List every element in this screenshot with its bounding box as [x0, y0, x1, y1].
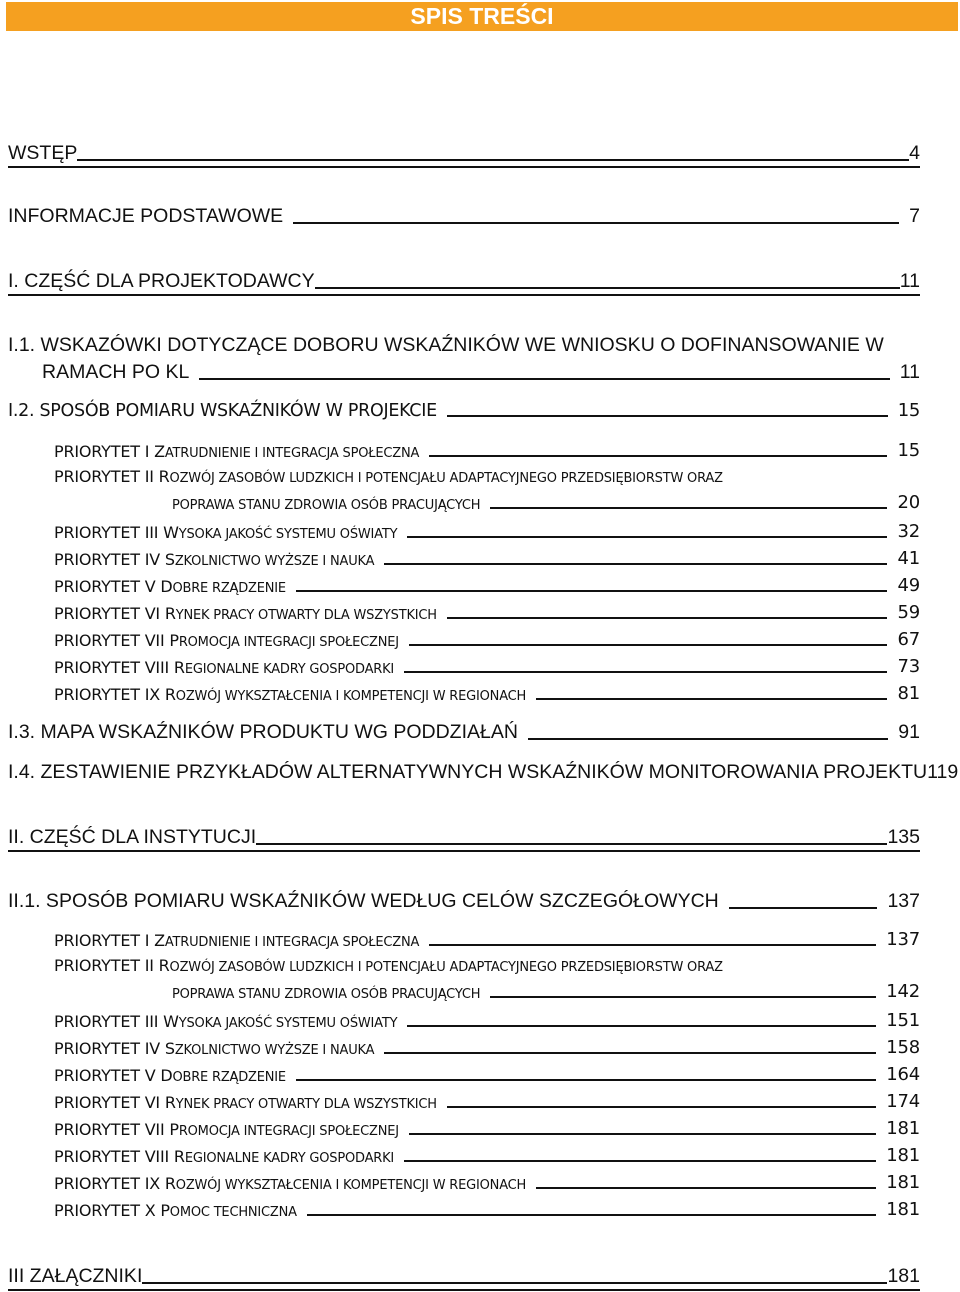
toc-entry-page: 181: [886, 1118, 920, 1139]
toc-entry-title: PRIORYTET III WYSOKA JAKOŚĆ SYSTEMU OŚWIATY: [54, 1012, 398, 1031]
toc-entry-priority[interactable]: [54, 956, 920, 1002]
toc-entry-priority[interactable]: [54, 1172, 920, 1193]
toc-entry-title: III ZAŁĄCZNIKI: [8, 1265, 143, 1287]
toc-entry-title: PRIORYTET IX ROZWÓJ WYKSZTAŁCENIA I KOMPETENCJI W REGIONACH: [54, 685, 527, 704]
toc-entry-title: PRIORYTET VII PROMOCJA INTEGRACJI SPOŁECZNEJ: [54, 631, 399, 650]
toc-entry-priority[interactable]: [54, 656, 920, 677]
toc-entry-priority[interactable]: [54, 929, 920, 950]
toc-entry-section-1-3[interactable]: [8, 721, 920, 744]
toc-entry-page: 181: [887, 1265, 920, 1287]
toc-entry-title: PRIORYTET VIII REGIONALNE KADRY GOSPODARKI: [54, 1147, 395, 1166]
toc-entry-priority[interactable]: [54, 1199, 920, 1220]
toc-entry-priority[interactable]: [54, 602, 920, 623]
toc-entry-title: PRIORYTET VIII REGIONALNE KADRY GOSPODARKI: [54, 658, 395, 677]
toc-entry-page: 20: [897, 492, 920, 513]
toc-entry-section-1-4[interactable]: [8, 761, 959, 784]
toc-entry-title: PRIORYTET I ZATRUDNIENIE I INTEGRACJA SPOŁECZNA: [54, 442, 420, 461]
toc-entry-part-1[interactable]: [8, 270, 920, 296]
toc-entry-priority[interactable]: [54, 521, 920, 542]
toc-entry-page: 32: [897, 521, 920, 542]
toc-entry-page: 181: [886, 1172, 920, 1193]
toc-entry-title: I.2. SPOSÓB POMIARU WSKAŹNIKÓW W PROJEKCIE: [8, 401, 437, 421]
toc-entry-page: 81: [897, 683, 920, 704]
toc-entry-page: 15: [897, 400, 920, 421]
toc-entry-priority[interactable]: [54, 575, 920, 596]
toc-entry-title: PRIORYTET VI RYNEK PRACY OTWARTY DLA WSZYSTKICH: [54, 604, 437, 623]
toc-entry-title-cont: POPRAWA STANU ZDROWIA OSÓB PRACUJĄCYCH: [172, 987, 481, 1002]
toc-entry-title: II.1. SPOSÓB POMIARU WSKAŹNIKÓW WEDŁUG CELÓW SZCZEGÓŁOWYCH: [8, 890, 719, 912]
toc-entry-page: 164: [886, 1064, 920, 1085]
toc-entry-page: 142: [886, 981, 920, 1002]
toc-entry-page: 137: [887, 890, 920, 912]
toc-entry-title: PRIORYTET X POMOC TECHNICZNA: [54, 1201, 297, 1220]
toc-entry-page: 91: [898, 721, 920, 743]
toc-entry-title: PRIORYTET IX ROZWÓJ WYKSZTAŁCENIA I KOMPETENCJI W REGIONACH: [54, 1174, 527, 1193]
toc-entry-page: 59: [897, 602, 920, 623]
toc-entry-page: 119: [927, 761, 959, 783]
toc-entry-title: INFORMACJE PODSTAWOWE: [8, 205, 284, 227]
toc-entry-part-2[interactable]: [8, 826, 920, 852]
toc-entry-page: 11: [899, 361, 920, 383]
toc-entry-priority[interactable]: [54, 1010, 920, 1031]
toc-entry-title: PRIORYTET V DOBRE RZĄDZENIE: [54, 1066, 286, 1085]
toc-entry-section-1-1[interactable]: [8, 334, 920, 384]
toc-entry-priority[interactable]: [54, 1145, 920, 1166]
toc-entry-priority[interactable]: [54, 548, 920, 569]
toc-entry-title: PRIORYTET VII PROMOCJA INTEGRACJI SPOŁECZNEJ: [54, 1120, 399, 1139]
toc-entry-page: 158: [886, 1037, 920, 1058]
toc-entry-title: I.1. WSKAZÓWKI DOTYCZĄCE DOBORU WSKAŹNIKÓW WE WNIOSKU O DOFINANSOWANIE W: [8, 334, 884, 356]
toc-entry-title: I. CZĘŚĆ DLA PROJEKTODAWCY: [8, 270, 315, 292]
toc-entry-title: I.3. MAPA WSKAŹNIKÓW PRODUKTU WG PODDZIAŁAŃ: [8, 721, 518, 743]
toc-entry-page: 49: [897, 575, 920, 596]
toc-entry-priority[interactable]: [54, 440, 920, 461]
toc-entry-page: 181: [886, 1145, 920, 1166]
toc-entry-priority[interactable]: [54, 1118, 920, 1139]
toc-entry-priority[interactable]: [54, 1091, 920, 1112]
toc-entry-wstep[interactable]: [8, 142, 920, 168]
toc-entry-title: PRIORYTET I ZATRUDNIENIE I INTEGRACJA SPOŁECZNA: [54, 931, 420, 950]
toc-entry-page: 7: [909, 205, 920, 227]
toc-entry-page: 67: [897, 629, 920, 650]
toc-entry-title-cont: POPRAWA STANU ZDROWIA OSÓB PRACUJĄCYCH: [172, 498, 481, 513]
toc-entry-title: PRIORYTET II ROZWÓJ ZASOBÓW LUDZKICH I POTENCJAŁU ADAPTACYJNEGO PRZEDSIĘBIORSTW ORAZ: [54, 956, 723, 975]
toc-entry-page: 174: [886, 1091, 920, 1112]
toc-entry-part-3[interactable]: [8, 1265, 920, 1291]
toc-entry-informacje[interactable]: [8, 205, 920, 228]
toc-entry-priority[interactable]: [54, 683, 920, 704]
toc-entry-page: 41: [897, 548, 920, 569]
toc-entry-page: 73: [897, 656, 920, 677]
toc-entry-priority[interactable]: [54, 467, 920, 513]
toc-entry-page: 4: [909, 142, 920, 164]
toc-entry-priority[interactable]: [54, 1064, 920, 1085]
toc-entry-page: 11: [899, 270, 920, 292]
toc-entry-title: PRIORYTET IV SZKOLNICTWO WYŻSZE I NAUKA: [54, 550, 375, 569]
toc-entry-priority[interactable]: [54, 629, 920, 650]
toc-entry-priority[interactable]: [54, 1037, 920, 1058]
toc-entry-page: 15: [897, 440, 920, 461]
toc-entry-title: II. CZĘŚĆ DLA INSTYTUCJI: [8, 826, 257, 848]
toc-entry-section-1-2[interactable]: [8, 400, 920, 421]
toc-entry-title: PRIORYTET V DOBRE RZĄDZENIE: [54, 577, 286, 596]
toc-entry-page: 135: [887, 826, 920, 848]
toc-entry-section-2-1[interactable]: [8, 890, 920, 913]
toc-entry-title: I.4. ZESTAWIENIE PRZYKŁADÓW ALTERNATYWNYCH WSKAŹNIKÓW MONITOROWANIA PROJEKTU: [8, 761, 928, 783]
toc-entry-title: PRIORYTET II ROZWÓJ ZASOBÓW LUDZKICH I POTENCJAŁU ADAPTACYJNEGO PRZEDSIĘBIORSTW ORAZ: [54, 467, 723, 486]
toc-header: SPIS TREŚCI: [6, 2, 958, 31]
toc-entry-title: PRIORYTET III WYSOKA JAKOŚĆ SYSTEMU OŚWIATY: [54, 523, 398, 542]
toc-entry-title: PRIORYTET IV SZKOLNICTWO WYŻSZE I NAUKA: [54, 1039, 375, 1058]
toc-entry-title: WSTĘP: [8, 142, 78, 164]
toc-entry-page: 137: [886, 929, 920, 950]
toc-entry-page: 181: [886, 1199, 920, 1220]
toc-entry-title: PRIORYTET VI RYNEK PRACY OTWARTY DLA WSZYSTKICH: [54, 1093, 437, 1112]
toc-entry-title-cont: RAMACH PO KL: [42, 361, 190, 383]
toc-entry-page: 151: [886, 1010, 920, 1031]
